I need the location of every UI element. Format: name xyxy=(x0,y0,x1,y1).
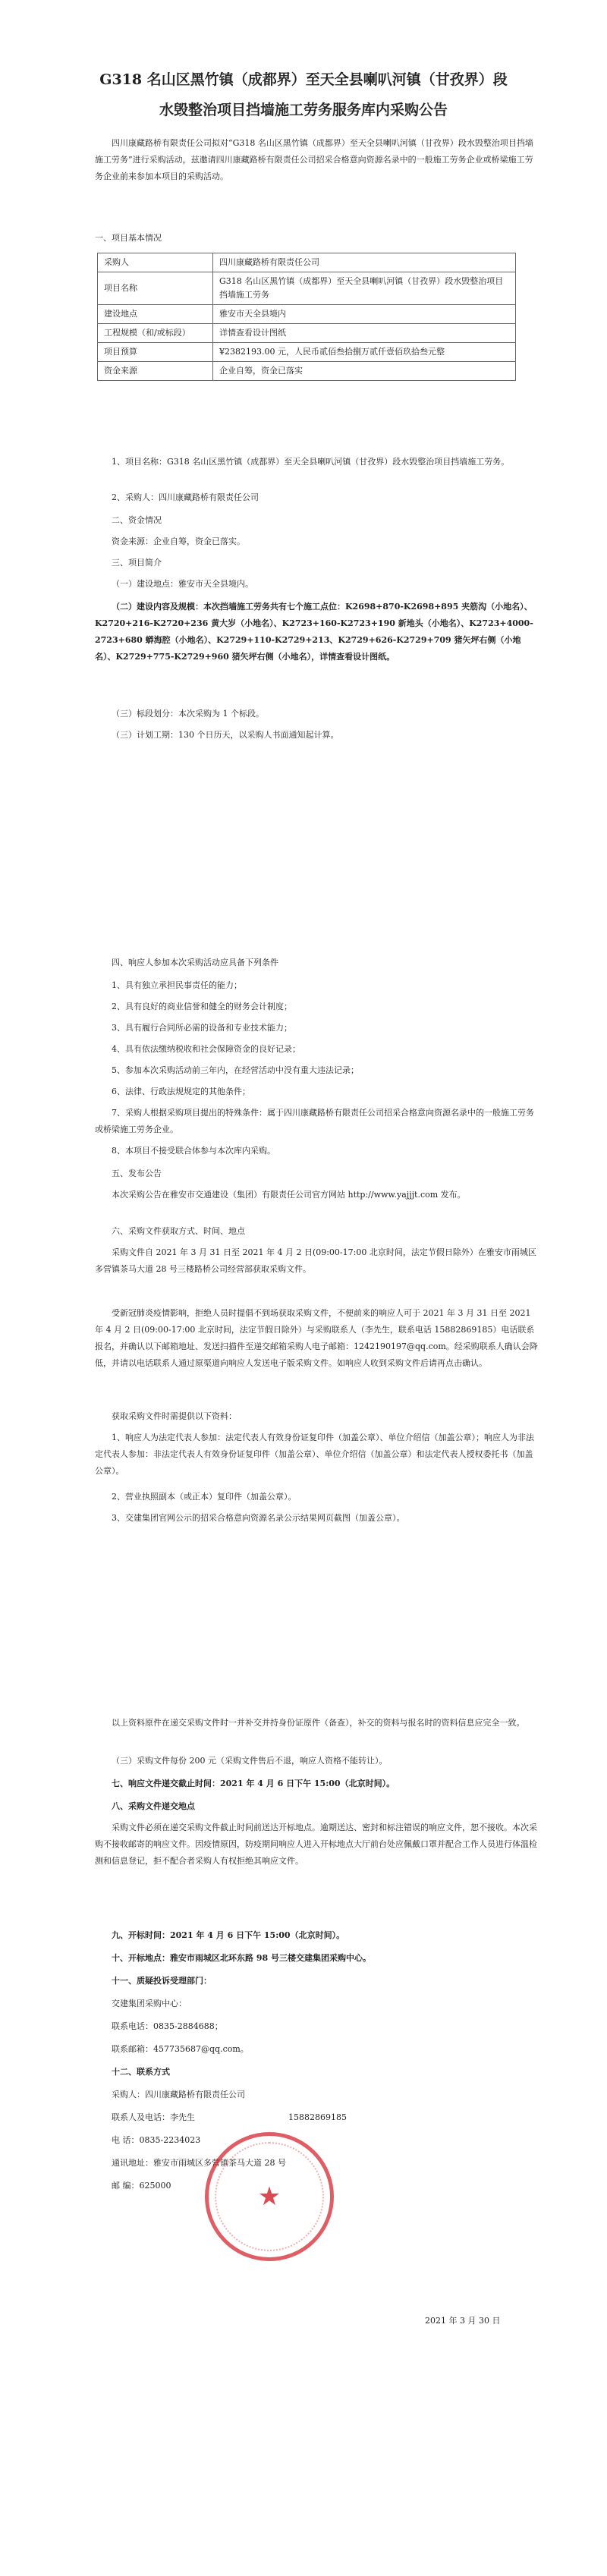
section-9: 九、开标时间：2021 年 4 月 6 日下午 15:00（北京时间）。 xyxy=(112,1930,345,1940)
s12-line-1: 采购人：四川康藏路桥有限责任公司 xyxy=(112,2090,245,2099)
company-seal xyxy=(205,2132,334,2261)
s6-para-5: （三）采购文件每份 200 元（采购文件售后不退，响应人资格不能转让）。 xyxy=(112,1756,388,1766)
s6-list-2: 2、营业执照副本（或正本）复印件（加盖公章）。 xyxy=(112,1492,297,1502)
s1-item-2: 2、采购人：四川康藏路桥有限责任公司 xyxy=(112,492,259,502)
s4-item-6: 6、法律、行政法规规定的其他条件； xyxy=(112,1087,250,1096)
s4-item-4: 4、具有依法缴纳税收和社会保障资金的良好记录； xyxy=(112,1044,300,1054)
table-row: 项目预算 ¥2382193.00 元，人民币贰佰叁拾捌万贰仟壹佰玖拾叁元整 xyxy=(98,343,516,362)
s4-item-3: 3、具有履行合同所必需的设备和专业技术能力； xyxy=(112,1023,292,1033)
s12-line-2: 联系人及电话：李先生 xyxy=(112,2112,195,2122)
s3-item-2: （二）建设内容及规模：本次挡墙施工劳务共有七个施工点位：K2698+870-K2698+895 夹筋沟（小地名）、K2720+216-K2720+236 黄大岁（小地名）、K2723+160-K2723+190 新地头（小地名）、K2723+4000-2723+680 蟒海腔（小地名）、K2729+110-K2729+213、K2729+626-K2729+709 猪矢坪右侧（小地名）、K2729+775-K2729+960 猪矢坪右侧（小地名），详情查看设计图纸。 xyxy=(95,602,533,662)
section-4-heading: 四、响应人参加本次采购活动应具备下列条件 xyxy=(112,958,278,967)
signature-date: 2021 年 3 月 30 日 xyxy=(425,2316,501,2326)
s6-para-2: 受新冠肺炎疫情影响，拒绝人员时提倡不到场获取采购文件，不便前来的响应人可于 2021 年 3 月 31 日至 2021 年 4 月 2 日(09:00-17:00 北京时间，法定节假日除外）与采购联系人（李先生，联系电话 15882869185）电话联系报名，并确认以下邮箱地址、发送扫描件至递交邮箱采购人电子邮箱：1242190197@qq.com。经采购联系人确认会降低，并请以电话联系人通过原渠道向响应人发送电子版采购文件。如响应人收到采购文件后请再点击确认。 xyxy=(95,1308,538,1368)
s11-line-3: 联系邮箱：457735687@qq.com。 xyxy=(112,2044,249,2054)
intro-paragraph: 四川康藏路桥有限责任公司拟对“G318 名山区黑竹镇（成都界）至天全县喇叭河镇（甘孜界）段水毁整治项目挡墙施工劳务”进行采购活动，兹邀请四川康藏路桥有限责任公司招采合格意向资源名录中的一般施工劳务企业或桥梁施工劳务企业前来参加本项目的采购活动。 xyxy=(95,138,533,181)
section-2-heading: 二、资金情况 xyxy=(112,515,162,525)
s3-item-1: （一）建设地点：雅安市天全县境内。 xyxy=(112,579,253,589)
section-1-heading: 一、项目基本情况 xyxy=(95,233,162,243)
section-5-heading: 五、发布公告 xyxy=(112,1168,162,1178)
s6-para-1: 采购文件自 2021 年 3 月 31 日至 2021 年 4 月 2 日(09:00-17:00 北京时间，法定节假日除外）在雅安市雨城区多营镇茶马大道 28 号三楼路桥公司经营部获取采购文件。 xyxy=(95,1247,536,1274)
s12-line-3: 15882869185 xyxy=(288,2112,347,2122)
title-line-1: G318 名山区黑竹镇（成都界）至天全县喇叭河镇（甘孜界）段 xyxy=(99,71,508,88)
s11-line-2: 联系电话：0835-2884688； xyxy=(112,2021,223,2031)
s6-list-1: 1、响应人为法定代表人参加：法定代表人有效身份证复印件（加盖公章）、单位介绍信（加盖公章）；响应人为非法定代表人参加：非法定代表人有效身份证复印件（加盖公章）、单位介绍信（加盖公章）和法定代表人授权委托书（加盖公章）。 xyxy=(95,1433,534,1476)
section-3-heading: 三、项目简介 xyxy=(112,558,162,568)
s4-item-2: 2、具有良好的商业信誉和健全的财务会计制度； xyxy=(112,1002,292,1011)
s3-item-4: （三）计划工期：130 个日历天，以采购人书面通知起计算。 xyxy=(112,730,339,740)
s5-text: 本次采购公告在雅安市交通建设（集团）有限责任公司官方网站 http://www.yajjjt.com 发布。 xyxy=(112,1190,466,1200)
s3-item-3: （三）标段划分：本次采购为 1 个标段。 xyxy=(112,709,264,719)
table-row: 项目名称 G318 名山区黑竹镇（成都界）至天全县喇叭河镇（甘孜界）段水毁整治项目挡墙施工劳务 xyxy=(98,272,516,305)
section-7-heading: 七、响应文件递交截止时间：2021 年 4 月 6 日下午 15:00（北京时间）。 xyxy=(112,1779,395,1788)
s4-item-5: 5、参加本次采购活动前三年内，在经营活动中没有重大违法记录； xyxy=(112,1065,359,1075)
table-row: 资金来源 企业自筹，资金已落实 xyxy=(98,362,516,381)
title-line-2: 水毁整治项目挡墙施工劳务服务库内采购公告 xyxy=(159,102,448,118)
table-row: 工程规模（和/或标段） 详情查看设计图纸 xyxy=(98,324,516,343)
s6-list-3: 3、交建集团官网公示的招采合格意向资源名录公示结果网页截图（加盖公章）。 xyxy=(112,1513,405,1523)
section-11: 十一、质疑投诉受理部门： xyxy=(112,1976,212,1986)
s4-item-8: 8、本项目不接受联合体参与本次库内采购。 xyxy=(112,1146,275,1156)
s12-line-4: 电 话：0835-2234023 xyxy=(112,2135,201,2145)
section-12: 十二、联系方式 xyxy=(112,2067,170,2077)
seal-star-icon: ★ xyxy=(257,2181,281,2212)
section-8-heading: 八、采购文件递交地点 xyxy=(112,1801,195,1811)
s4-item-7: 7、采购人根据采购项目提出的特殊条件：属于四川康藏路桥有限责任公司招采合格意向资源名录中的一般施工劳务或桥梁施工劳务企业。 xyxy=(95,1108,534,1134)
s12-line-5: 通讯地址：雅安市雨城区多营镇茶马大道 28 号 xyxy=(112,2158,286,2168)
s1-item-1: 1、项目名称：G318 名山区黑竹镇（成都界）至天全县喇叭河镇（甘孜界）段水毁整治项目挡墙施工劳务。 xyxy=(112,457,510,467)
project-info-table xyxy=(97,253,516,381)
s2-item-1: 资金来源：企业自筹，资金已落实。 xyxy=(112,536,245,546)
table-row: 建设地点 雅安市天全县境内 xyxy=(98,305,516,324)
section-10: 十、开标地点：雅安市雨城区北环东路 98 号三楼交建集团采购中心。 xyxy=(112,1953,371,1963)
s6-para-4: 以上资料原件在递交采购文件时一并补交并持身份证原件（备查），补交的资料与报名时的资料信息应完全一致。 xyxy=(112,1718,525,1728)
s8-text: 采购文件必须在递交采购文件截止时间前送达开标地点。逾期送达、密封和标注错误的响应文件，恕不接收。本次采购不接收邮寄的响应文件。因疫情原因，防疫期间响应人进入开标地点大厅前台处应佩戴口罩并配合工作人员进行体温检测和信息登记，拒不配合者采购人有权拒绝其响应文件。 xyxy=(95,1823,537,1866)
s4-item-1: 1、具有独立承担民事责任的能力； xyxy=(112,980,242,990)
s11-line-1: 交建集团采购中心： xyxy=(112,1999,187,2008)
s6-para-3: 获取采购文件时需提供以下资料： xyxy=(112,1411,237,1421)
s12-line-6: 邮 编：625000 xyxy=(112,2181,171,2191)
section-6-heading: 六、采购文件获取方式、时间、地点 xyxy=(112,1226,245,1236)
table-row: 采购人 四川康藏路桥有限责任公司 xyxy=(98,253,516,272)
